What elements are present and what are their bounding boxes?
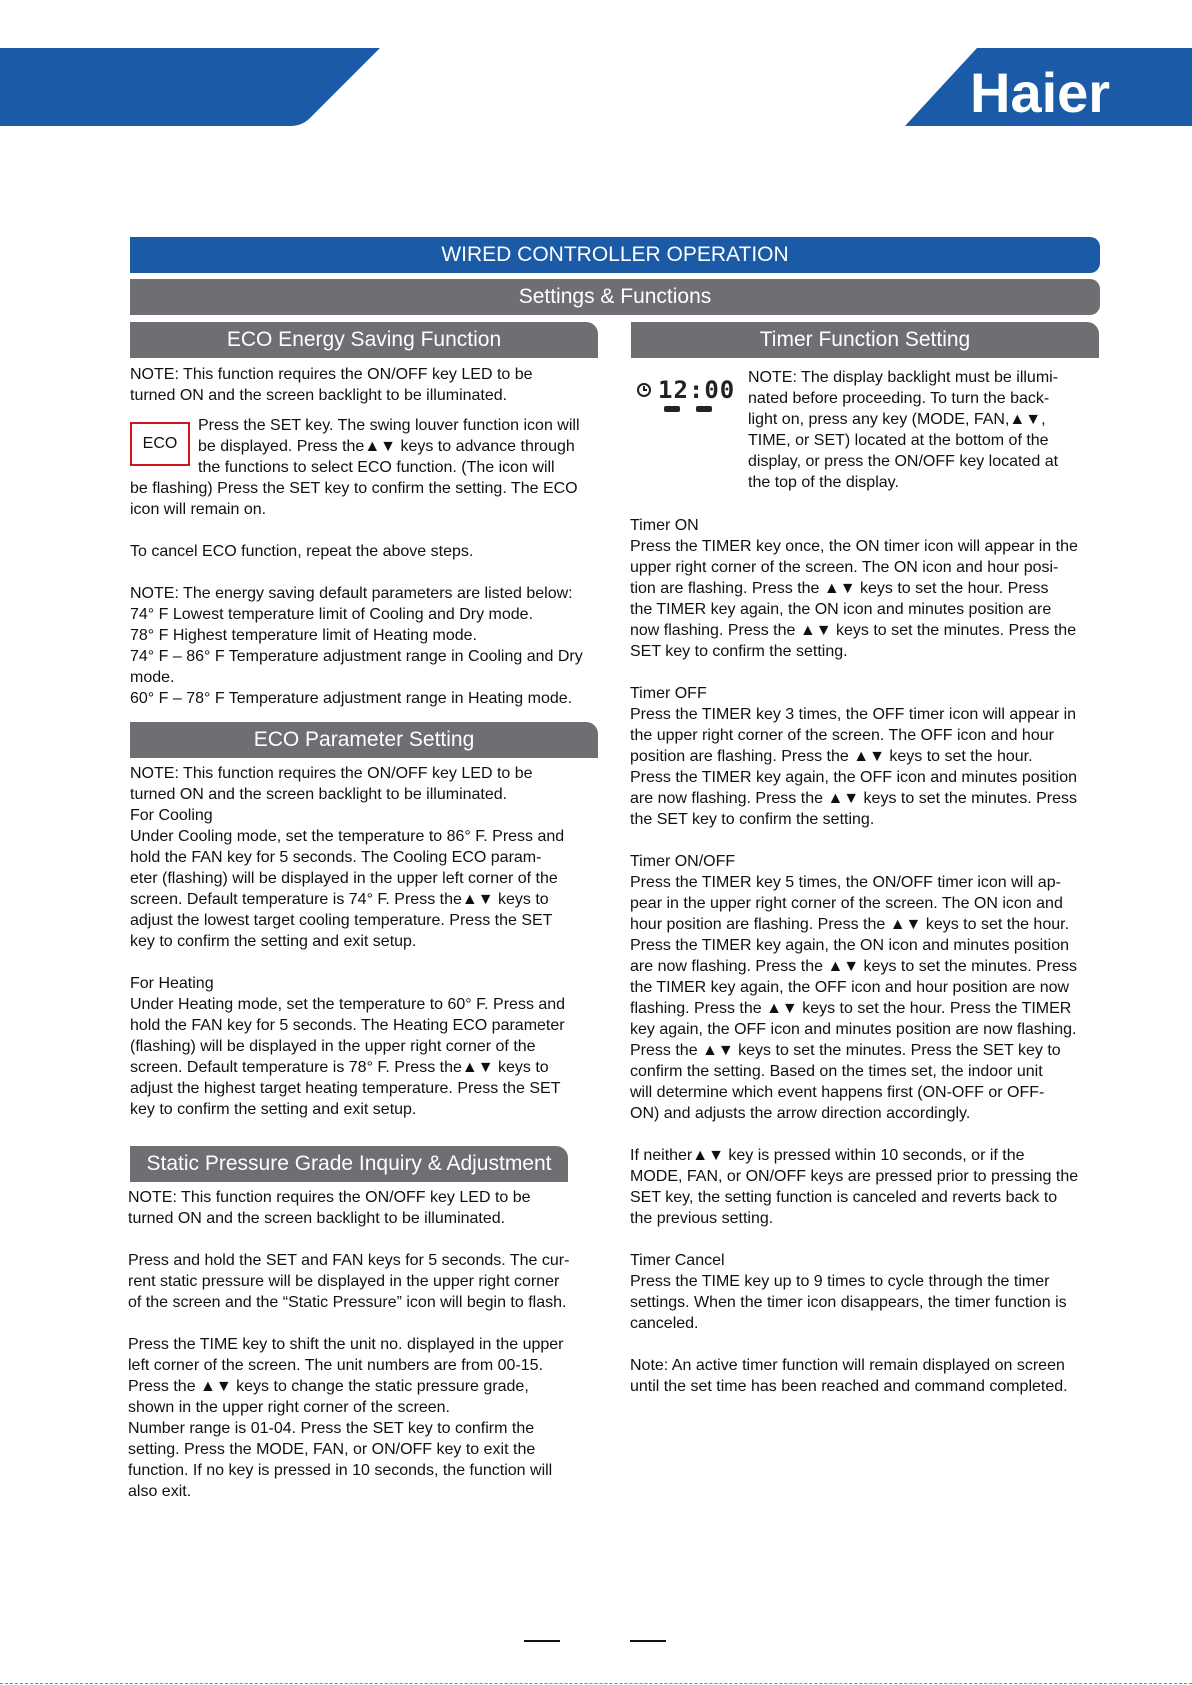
eco-param-heading: ECO Parameter Setting [130,722,598,758]
eco-steps-side: Press the SET key. The swing louver function icon will be displayed. Press the▲▼ keys to advance through the functions to select ECO function. (The icon will [198,417,580,476]
static-pressure-body: NOTE: This function requires the ON/OFF key LED to be turned ON and the screen backlight to be illuminated. Press and hold the SET and FAN keys for 5 seconds. The cur- rent static pressure will be displayed in the upper right corner of the screen and the “Static Pressure” icon will begin to flash. Press the TIME key to shift the unit no. displayed in the upper left corner of the screen. The unit numbers are from 00-15. Press the ▲▼ keys to change the static pressure grade, shown in the upper right corner of the screen. Number range is 01-04. Press the SET key to confirm the setting. Press the MODE, FAN, or ON/OFF key to exit the function. If no key is pressed in 10 seconds, the function will also exit. [128,1189,570,1500]
timer-section-heading: Timer Function Setting [631,322,1099,358]
static-pressure-heading: Static Pressure Grade Inquiry & Adjustment [130,1146,568,1182]
page-number-line-right [630,1640,666,1642]
eco-icon: ECO [130,422,190,466]
eco-note: NOTE: This function requires the ON/OFF key LED to be turned ON and the screen backlight to be illuminated. [130,366,533,404]
page-subtitle: Settings & Functions [130,279,1100,315]
footer-divider [0,1683,1192,1684]
clock-icon [636,382,652,398]
lcd-time: 12:00 [658,376,736,404]
eco-param-body: NOTE: This function requires the ON/OFF key LED to be turned ON and the screen backlight to be illuminated. For Cooling Under Cooling mode, set the temperature to 86° F. Press and hold the FAN key for 5 seconds. The Cooling ECO param- eter (flashing) will be displayed in the upper left corner of the screen. Default temperature is 74° F. Press the▲▼ keys to adjust the lowest target cooling temperature. Press the SET key to confirm the setting and exit setup. For Heating Under Heating mode, set the temperature to 60° F. Press and hold the FAN key for 5 seconds. The Heating ECO parameter (flashing) will be displayed in the upper right corner of the screen. Default temperature is 78° F. Press the▲▼ keys to adjust the highest target heating temperature. Press the SET key to confirm the setting and exit setup. [130,765,566,1118]
eco-steps-body: be flashing) Press the SET key to confirm the setting. The ECO icon will remain on. To cancel ECO function, repeat the above steps. NOTE: The energy saving default parameters are listed below: 74° F Lowest temperature limit of Cooling and Dry mode. 78° F Highest temperature limit of Heating mode. 74° F – 86° F Temperature adjustment range in Cooling and Dry mode. 60° F – 78° F Temperature adjustment range in Heating mode. [130,480,583,707]
lcd-on-indicator [664,406,680,412]
timer-display-icon [636,376,736,410]
page-number-line-left [524,1640,560,1642]
eco-section-heading: ECO Energy Saving Function [130,322,598,358]
lcd-off-indicator [696,406,712,412]
page-title: WIRED CONTROLLER OPERATION [130,237,1100,273]
timer-note: NOTE: The display backlight must be illumi- nated before proceeding. To turn the back- light on, press any key (MODE, FAN,▲▼, TIME, or SET) located at the bottom of the display, or press the ON/OFF key located at the top of the display. [748,369,1059,491]
timer-body: Timer ON Press the TIMER key once, the ON timer icon will appear in the upper right corner of the screen. The ON icon and hour posi- tion are flashing. Press the ▲▼ keys to set the hour. Press the TIMER key again, the ON icon and minutes position are now flashing. Press the ▲▼ keys to set the minutes. Press the SET key to confirm the setting. Timer OFF Press the TIMER key 3 times, the OFF timer icon will appear in the upper right corner of the screen. The OFF icon and hour position are flashing. Press the ▲▼ keys to set the hour. Press the TIMER key again, the OFF icon and minutes position are now flashing. Press the ▲▼ keys to set the minutes. Press the SET key to confirm the setting. Timer ON/OFF Press the TIMER key 5 times, the ON/OFF timer icon will ap- pear in the upper right corner of the screen. The ON icon and hour position are flashing. Press the ▲▼ keys to set the hour. Press the TIMER key again, the ON icon and minutes position are now flashing. Press the ▲▼ keys to set the minutes. Press the TIMER key again, the OFF icon and hour position are now flashing. Press the ▲▼ keys to set the hour. Press the TIMER key again, the OFF icon and minutes position are now flashing. Press the ▲▼ keys to set the minutes. Press the SET key to confirm the setting. Based on the times set, the indoor unit will determine which event happens first (ON-OFF or OFF- ON) and adjusts the arrow direction accordingly. If neither▲▼ key is pressed within 10 seconds, or if the MODE, FAN, or ON/OFF keys are pressed prior to pressing the SET key, the setting function is canceled and reverts back to the previous setting. Timer Cancel Press the TIME key up to 9 times to cycle through the timer settings. When the timer icon disappears, the timer function is canceled. Note: An active timer function will remain displayed on screen until the set time has been reached and command completed. [630,517,1079,1395]
header-left-banner [0,48,380,126]
haier-logo: Haier [970,61,1111,124]
